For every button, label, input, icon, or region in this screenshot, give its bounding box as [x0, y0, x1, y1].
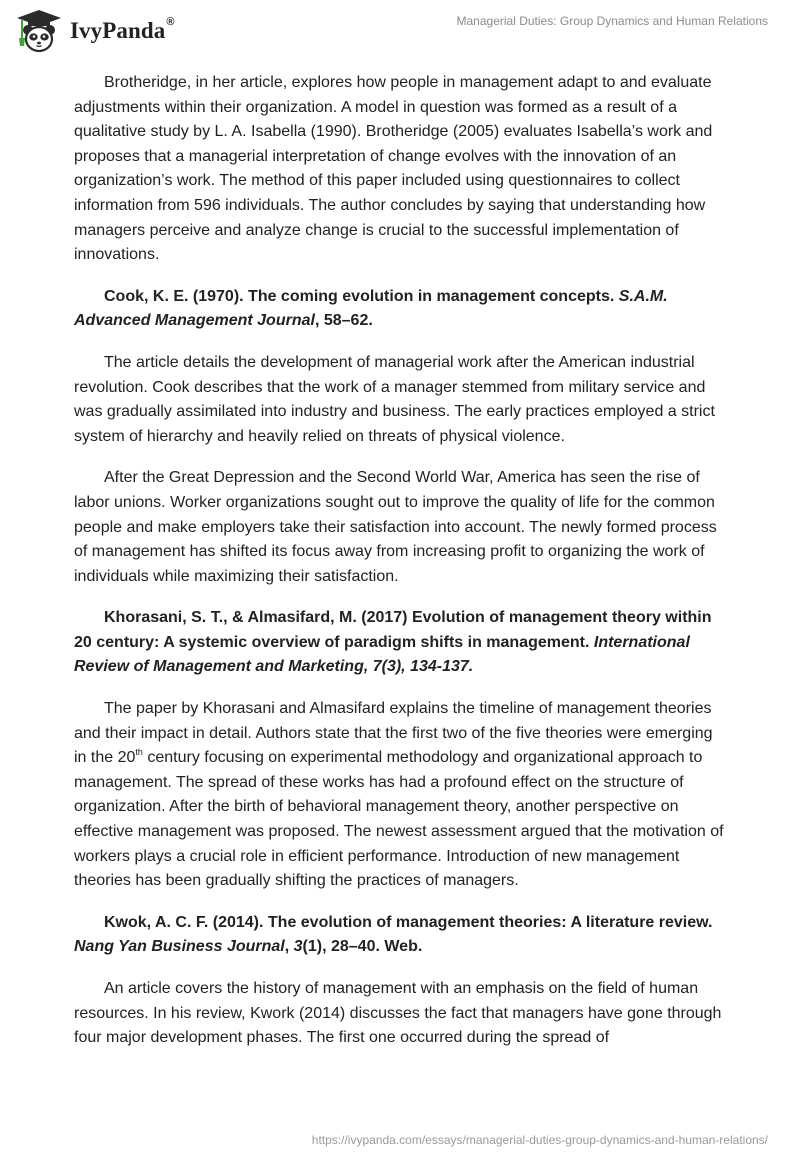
paragraph-kwok: An article covers the history of management with an emphasis on the field of human resources. In his review, Kwork (2014) discusses the fact that managers have gone through four major development phases. The first one occurred during the spread of: [74, 980, 722, 1047]
logo-text: IvyPanda®: [70, 16, 175, 43]
paragraph-cook-1: The article details the development of managerial work after the American industrial revolution. Cook describes that the work of a manager stemmed from military service and was gradually assimilated into industry and business. The early practices employed a strict system of hierarchy and heavily relied on threats of physical violence.: [74, 353, 715, 445]
page-header: [0, 0, 800, 62]
reference-cook: Cook, K. E. (1970). The coming evolution in management concepts. S.A.M. Advanced Management Journal, 58–62.: [74, 287, 668, 330]
paragraph-khorasani: The paper by Khorasani and Almasifard explains the timeline of management theories and their impact in detail. Authors state that the first two of the five theories were emerging in the 20th century focusing on experimental methodology and organizational approach to management. The spread of these works has had a profound effect on the structure of organization. After the birth of behavioral management theory, another perspective on effective management was proposed. The newest assessment argued that the motivation of workers plays a crucial role in efficient performance. Introduction of new management theories has been gradually shifting the practices of managers.: [74, 700, 724, 890]
reference-kwok: Kwok, A. C. F. (2014). The evolution of management theories: A literature review. Nang Yan Business Journal, 3(1), 28–40. Web.: [74, 913, 713, 956]
source-url[interactable]: https://ivypanda.com/essays/managerial-duties-group-dynamics-and-human-relations/: [311, 1133, 768, 1147]
reference-khorasani: Khorasani, S. T., & Almasifard, M. (2017) Evolution of management theory within 20 century: A systemic overview of paradigm shifts in management. International Review of Management and Marketing, 7(3), 134-137.: [74, 609, 712, 676]
panda-graduate-icon: [14, 8, 64, 54]
paragraph-brotheridge: Brotheridge, in her article, explores how people in management adapt to and evaluate adjustments within their organization. A model in question was formed as a result of a qualitative study by L. A. Isabella (1990). Brotheridge (2005) evaluates Isabella’s work and proposes that a managerial interpretation of change evolves with the innovation of an organization’s work. The method of this paper included using questionnaires to collect information from 596 individuals. The author concludes by saying that understanding how managers perceive and analyze change is crucial to the successful implementation of innovations.: [74, 74, 713, 264]
paragraph-cook-2: After the Great Depression and the Second World War, America has seen the rise of labor unions. Worker organizations sought out to improve the quality of life for the common people and make employers take their satisfaction into account. The newly formed process of management has shifted its focus away from increasing profit to organizing the work of individuals while maximizing their satisfaction.: [74, 469, 717, 585]
ivypanda-logo[interactable]: [14, 8, 175, 54]
document-title: Managerial Duties: Group Dynamics and Human Relations: [456, 14, 768, 28]
registered-mark: ®: [166, 16, 175, 28]
document-body: [74, 71, 724, 1068]
